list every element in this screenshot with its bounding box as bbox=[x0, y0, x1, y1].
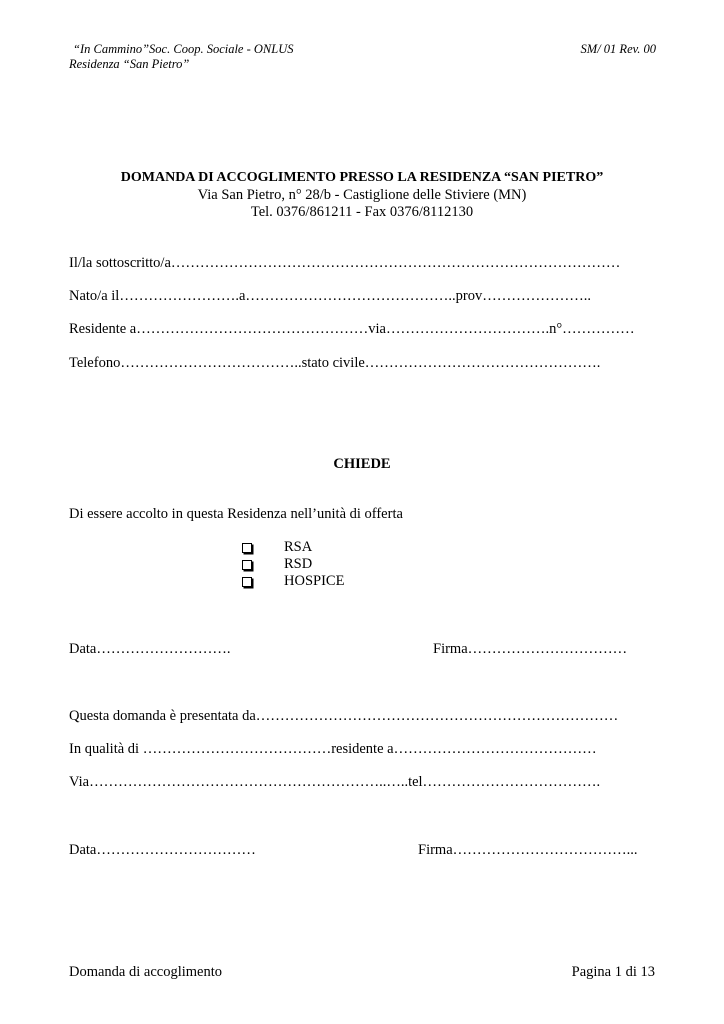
checkbox-icon[interactable] bbox=[242, 543, 252, 553]
option-rsd[interactable] bbox=[242, 556, 313, 573]
request-heading: CHIEDE bbox=[333, 456, 391, 472]
footer-doc-name: Domanda di accoglimento bbox=[69, 964, 223, 980]
residence-contacts: Tel. 0376/861211 - Fax 0376/8112130 bbox=[250, 204, 474, 220]
option-label: HOSPICE bbox=[284, 573, 345, 589]
field-telefono[interactable]: Telefono………………………………..stato civile…………………………………………. bbox=[69, 355, 601, 371]
request-intro: Di essere accolto in questa Residenza nell’unità di offerta bbox=[69, 506, 403, 522]
field-qualita[interactable]: In qualità di …………………………………residente a…………………………………… bbox=[69, 741, 597, 757]
field-firma-1[interactable]: Firma…………………………… bbox=[433, 641, 628, 657]
option-label: RSD bbox=[284, 556, 313, 572]
field-firma-2[interactable]: Firma………………………………... bbox=[418, 842, 638, 858]
field-data-1[interactable]: Data………………………. bbox=[69, 641, 231, 657]
field-via[interactable]: Via……………………………………………………..…..tel………………………………. bbox=[69, 774, 601, 790]
header-org: “In Cammino”Soc. Coop. Sociale - ONLUS bbox=[73, 42, 294, 56]
footer-page-number: Pagina 1 di 13 bbox=[571, 964, 655, 980]
header-doc-code: SM/ 01 Rev. 00 bbox=[580, 42, 656, 56]
option-label: RSA bbox=[284, 539, 313, 555]
checkbox-icon[interactable] bbox=[242, 577, 252, 587]
option-hospice[interactable] bbox=[242, 573, 345, 590]
residence-address: Via San Pietro, n° 28/b - Castiglione delle Stiviere (MN) bbox=[197, 187, 527, 203]
field-nato[interactable]: Nato/a il…………………….a……………………………………..prov………………….. bbox=[69, 288, 591, 304]
header-residence: Residenza “San Pietro” bbox=[69, 57, 190, 71]
field-sottoscritto[interactable]: Il/la sottoscritto/a………………………………………………………………………………… bbox=[69, 255, 621, 271]
option-rsa[interactable] bbox=[242, 539, 313, 556]
checkbox-icon[interactable] bbox=[242, 560, 252, 570]
field-residente[interactable]: Residente a…………………………………………via…………………………….n°…………… bbox=[69, 321, 635, 337]
field-presentata[interactable]: Questa domanda è presentata da………………………………………………………………… bbox=[69, 708, 619, 724]
field-data-2[interactable]: Data…………………………… bbox=[69, 842, 256, 858]
document-title: DOMANDA DI ACCOGLIMENTO PRESSO LA RESIDENZA “SAN PIETRO” bbox=[120, 170, 604, 185]
